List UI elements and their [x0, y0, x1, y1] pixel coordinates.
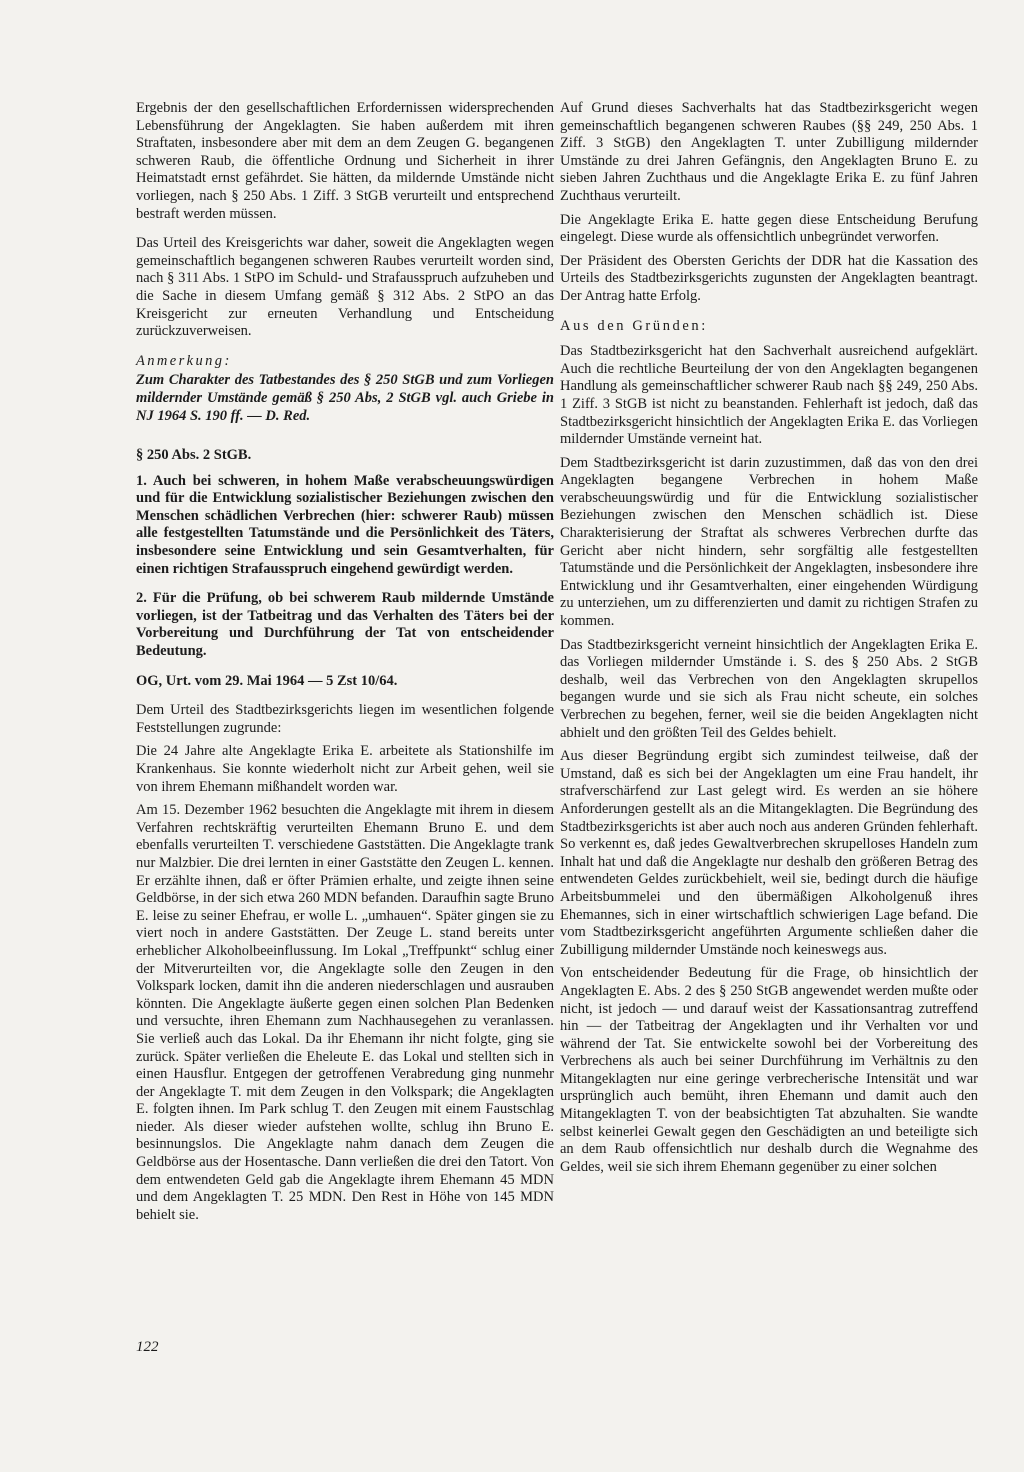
paragraph: Von entscheidender Bedeutung für die Frage, ob hinsichtlich der Angeklagten E. Abs. 2 des § 250 StGB angewendet werden mußte oder nicht, ist jedoch — und darauf weist der Kassationsantrag zutreffend hin — der Tatbeitrag der Angeklagten und ihr Verhalten vor und während der Tat. Sie entwickelte sowohl bei der Vorbereitung des Verbrechens als auch bei seiner Durchführung im Verhältnis zu den Mitangeklagten nur eine geringe verbrecherische Intensität und war ursprünglich auch bemüht, ihren Ehemann und damit auch den Mitangeklagten T. von der beabsichtigten Tat abzuhalten. Sie wandte selbst keinerlei Gewalt gegen den Geschädigten an und beteiligte sich an dem Raub offensichtlich nur deshalb durch die Wegnahme des Geldes, weil sie sich ihrem Ehemann gegenüber zu einer solchen	[560, 965, 978, 1175]
paragraph: Ergebnis der den gesellschaftlichen Erfordernissen widersprechenden Lebensführung der Angeklagten. Sie haben außerdem mit ihren Straftaten, insbesondere aber mit dem an dem Zeugen G. begangenen schweren Raub, die öffentliche Ordnung und Sicherheit in ihrer Heimatstadt ernst gefährdet. Sie hätten, da mildernde Umstände nicht vorliegen, nach § 250 Abs. 1 Ziff. 3 StGB verurteilt und entsprechend bestraft werden müssen.	[136, 100, 554, 222]
right-column	[560, 100, 978, 1182]
paragraph: Aus dieser Begründung ergibt sich zumindest teilweise, daß der Umstand, daß es sich bei der Angeklagten um eine Frau handelt, ihr strafverschärfend zur Last gelegt wird. Es werden an sie höhere Anforderungen gestellt als an die Mitangeklagten. Die Begründung des Stadtbezirksgerichts ist aber auch noch aus anderen Gründen fehlerhaft. So verkennt es, daß jedes Gewaltverbrechen skrupelloses Handeln zum Inhalt hat und daß die Angeklagte nur deshalb den größeren Betrag des entwendeten Geldes zurückbehielt, weil sie, bedingt durch die häufige Arbeitsbummelei und den übermäßigen Alkoholgenuß ihres Ehemannes, sich in einer wirtschaftlich schwierigen Lage befand. Die vom Stadtbezirksgericht angeführten Argumente schließen daher die Zubilligung mildernder Umstände noch keineswegs aus.	[560, 748, 978, 958]
anmerkung-label: Anmerkung:	[136, 352, 232, 369]
leitsatz-1: 1. Auch bei schweren, in hohem Maße verabscheuungswürdigen und für die Entwicklung sozialistischer Beziehungen zwischen den Menschen schädlichen Verbrechen (hier: schwerer Raub) müssen alle festgestellten Tatumstände und die Persönlichkeit des Täters, insbesondere seine Entwicklung und sein Gesamtverhalten, für einen richtigen Strafausspruch eingehend gewürdigt werden.	[136, 472, 554, 577]
anmerkung-text: Zum Charakter des Tatbestandes des § 250 StGB und zum Vorliegen mildernder Umstände gemäß § 250 Abs, 2 StGB vgl. auch Griebe in NJ 1964 S. 190 ff. — D. Red.	[136, 372, 554, 424]
paragraph: Das Stadtbezirksgericht verneint hinsichtlich der Angeklagten Erika E. das Vorliegen mildernder Umstände i. S. des § 250 Abs. 2 StGB deshalb, weil das Verbrechen von den Angeklagten skrupellos begangen wurde und sie sich als Frau nicht scheute, ein solches Verbrechen zu begehen, ferner, weil sie die beiden Angeklagten nicht abhielt und den größten Teil des Geldes behielt.	[560, 636, 978, 741]
paragraph: Das Urteil des Kreisgerichts war daher, soweit die Angeklagten wegen gemeinschaftlich begangenen schweren Raubes verurteilt worden sind, nach § 311 Abs. 1 StPO im Schuld- und Strafausspruch aufzuheben und die Sache in diesem Umfang gemäß § 312 Abs. 2 StPO an das Kreisgericht zur erneuten Verhandlung und Entscheidung zurückzuverweisen.	[136, 235, 554, 340]
aus-den-gruenden-heading: Aus den Gründen:	[560, 317, 708, 334]
paragraph: Der Präsident des Obersten Gerichts der DDR hat die Kassation des Urteils des Stadtbezirksgerichts zugunsten der Angeklagten beantragt. Der Antrag hatte Erfolg.	[560, 252, 978, 304]
paragraph: Das Stadtbezirksgericht hat den Sachverhalt ausreichend aufgeklärt. Auch die rechtliche Beurteilung der von den Angeklagten begangenen Handlung als gemeinschaftlicher schwerer Raub nach §§ 249, 250 Abs. 1 Ziff. 3 StGB ist nicht zu beanstanden. Fehlerhaft ist jedoch, daß das Stadtbezirksgericht hinsichtlich der Angeklagten Erika E. das Vorliegen mildernder Umstände verneint hat.	[560, 343, 978, 448]
paragraph: Die 24 Jahre alte Angeklagte Erika E. arbeitete als Stationshilfe im Krankenhaus. Sie konnte wiederholt nicht zur Arbeit gehen, weil sie von ihrem Ehemann mißhandelt worden war.	[136, 743, 554, 795]
citation: OG, Urt. vom 29. Mai 1964 — 5 Zst 10/64.	[136, 672, 398, 689]
paragraph: Dem Stadtbezirksgericht ist darin zuzustimmen, daß das von den drei Angeklagten begangene Verbrechen in hohem Maße verabscheuungswürdig und für die Entwicklung sozialistischer Beziehungen zwischen den Menschen schädlich ist. Diese Charakterisierung der Straftat als schweres Verbrechen durfte das Gericht aber nicht hindern, sehr sorgfältig alle festgestellten Tatumstände und die Persönlichkeit der Angeklagten, insbesondere ihre Entwicklung und ihr Gesamtverhalten, einer eingehenden Würdigung zu unterziehen, um zu differenzierten und damit zu richtigen Strafen zu kommen.	[560, 454, 978, 630]
page-number: 122	[136, 1339, 159, 1355]
paragraph: Am 15. Dezember 1962 besuchten die Angeklagte mit ihrem in diesem Verfahren rechtskräftig verurteilten Ehemann Bruno E. und dem ebenfalls verurteilten T. verschiedene Gaststätten. Die Angeklagte trank nur Malzbier. Die drei lernten in einer Gaststätte den Zeugen L. kennen. Er erzählte ihnen, daß er öfter Prämien erhalte, und zeigte ihnen seine Geldbörse, in der sich etwa 260 MDN befanden. Daraufhin sagte Bruno E. leise zu seiner Ehefrau, er wolle L. „umhauen“. Später gingen sie zu viert noch in andere Gaststätten. Der Zeuge L. stand bereits unter erheblicher Alkoholbeeinflussung. Im Lokal „Treffpunkt“ schlug einer der Mitverurteilten vor, die Angeklagte solle den Zeugen in den Volkspark locken, damit ihn die anderen niederschlagen und ausrauben könnten. Die Angeklagte äußerte gegen einen solchen Plan Bedenken und versuchte, ihren Ehemann zum Nachhausegehen zu veranlassen. Sie verließ auch das Lokal. Da ihr Ehemann ihr nicht folgte, ging sie zurück. Später verließen die Eheleute E. das Lokal und stellten sich in einen Hausflur. Entgegen der getroffenen Verabredung ging nunmehr der Angeklagte T. mit dem Zeugen in den Volkspark; die Angeklagten E. folgten ihnen. Im Park schlug T. den Zeugen mit einem Faustschlag nieder. Als dieser wieder aufstehen wollte, schlug ihn Bruno E. besinnungslos. Die Angeklagte nahm danach dem Zeugen die Geldbörse aus der Hosentasche. Dann verließen die drei den Tatort. Von dem entwendeten Geld gab die Angeklagte ihrem Ehemann 45 MDN und dem Angeklagten T. 25 MDN. Den Rest in Höhe von 145 MDN behielt sie.	[136, 802, 554, 1223]
section-heading: § 250 Abs. 2 StGB.	[136, 447, 252, 464]
leitsatz-2: 2. Für die Prüfung, ob bei schwerem Raub mildernde Umstände vorliegen, ist der Tatbeitrag und das Verhalten des Täters bei der Vorbereitung und Durchführung der Tat von entscheidender Bedeutung.	[136, 590, 554, 660]
paragraph: Dem Urteil des Stadtbezirksgerichts liegen im wesentlichen folgende Feststellungen zugrunde:	[136, 702, 554, 736]
left-column	[136, 100, 554, 1230]
paragraph: Auf Grund dieses Sachverhalts hat das Stadtbezirksgericht wegen gemeinschaftlich begangenen schweren Raubes (§§ 249, 250 Abs. 1 Ziff. 3 StGB) den Angeklagten T. unter Zubilligung mildernder Umstände zu drei Jahren Gefängnis, den Angeklagten Bruno E. zu sieben Jahren Zuchthaus und die Angeklagte Erika E. zu fünf Jahren Zuchthaus verurteilt.	[560, 100, 978, 204]
paragraph: Die Angeklagte Erika E. hatte gegen diese Entscheidung Berufung eingelegt. Diese wurde als offensichtlich unbegründet verworfen.	[560, 211, 978, 246]
